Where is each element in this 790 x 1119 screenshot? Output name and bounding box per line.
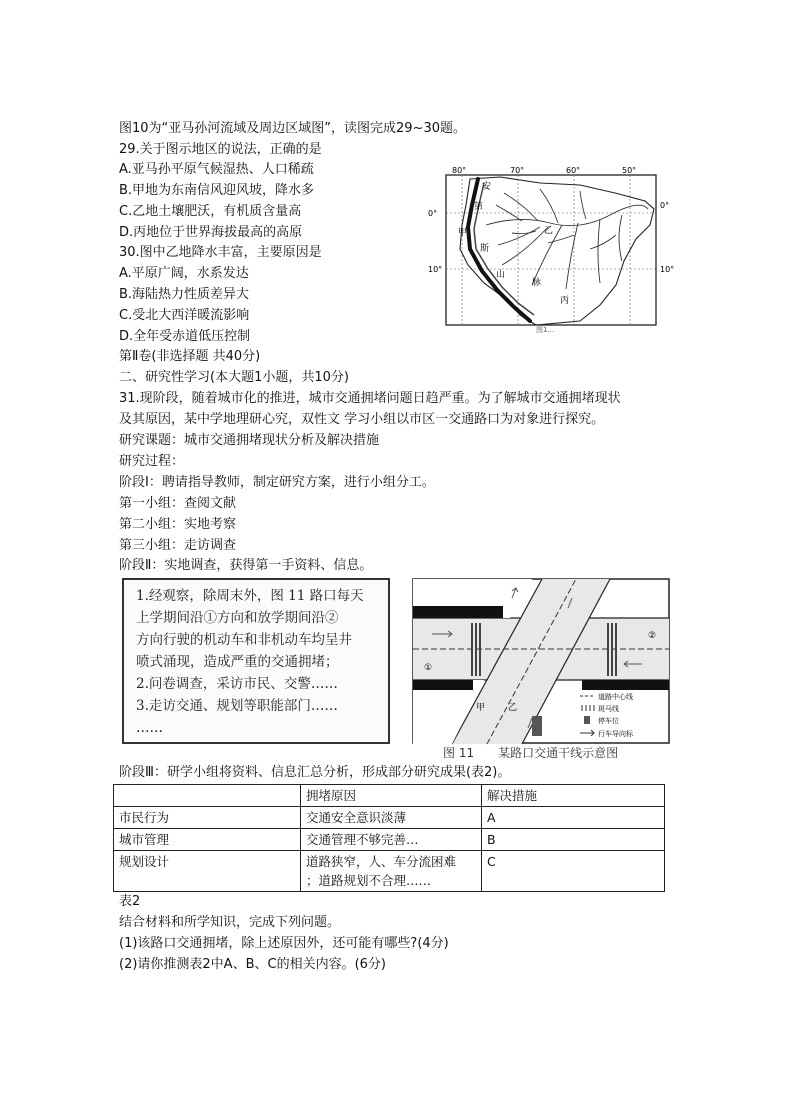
lon-label: 70° xyxy=(510,166,525,175)
sub-question-1: (1)该路口交通拥堵，除上述原因外，还可能有哪些?(4分) xyxy=(119,936,449,951)
note-line: 3.走访交通、规划等职能部门…… xyxy=(136,698,338,714)
field-notes-box xyxy=(122,578,390,744)
note-line: 方向行驶的机动车和非机动车均呈井 xyxy=(136,632,352,648)
mark-circle-2: ② xyxy=(648,631,657,641)
legend-label: 道路中心线 xyxy=(598,693,633,701)
note-line: 上学期间沿①方向和放学期间沿② xyxy=(136,610,339,626)
sidewalk-block xyxy=(413,680,473,690)
mark-jia: 甲 xyxy=(476,703,486,713)
intro-line: 图10为“亚马孙河流域及周边区域图”，读图完成29~30题。 xyxy=(119,121,466,136)
table-cell: 交通管理不够完善… xyxy=(301,829,482,851)
table-cell: A xyxy=(482,807,665,829)
table-header: 拥堵原因 xyxy=(301,785,482,807)
instruction: 结合材料和所学知识，完成下列问题。 xyxy=(119,915,341,930)
table-cell xyxy=(301,851,482,892)
map-caption: 图1... xyxy=(536,326,555,334)
table-row xyxy=(114,851,665,892)
lon-label: 60° xyxy=(566,166,581,175)
place-label: 斯 xyxy=(480,244,490,254)
q29-option-d: D.丙地位于世界海拔最高的高原 xyxy=(119,225,303,240)
q30-option-d: D.全年受赤道低压控制 xyxy=(119,329,251,344)
place-label: 第 xyxy=(474,202,484,212)
sub-question-2: (2)请你推测表2中A、B、C的相关内容。(6分) xyxy=(119,957,386,972)
place-label: 山 xyxy=(496,270,506,280)
parking-space xyxy=(532,716,542,736)
table-cell: 规划设计 xyxy=(114,851,301,892)
cell-line: ；道路规划不合理…… xyxy=(306,873,432,888)
q30-option-a: A.平原广阔，水系发达 xyxy=(119,266,249,281)
q30-option-c: C.受北大西洋暖流影响 xyxy=(119,308,250,323)
figure-11-caption: 图 11 某路口交通干线示意图 xyxy=(443,746,619,760)
q29-option-a: A.亚马孙平原气候湿热、人口稀疏 xyxy=(119,162,314,177)
legend-label: 斑马线 xyxy=(598,705,619,713)
stage-1: 阶段Ⅰ：聘请指导教师，制定研究方案，进行小组分工。 xyxy=(119,475,435,490)
section2-title: 第Ⅱ卷(非选择题 共40分) xyxy=(119,349,261,364)
legend-label: 停车位 xyxy=(598,717,619,725)
place-label-yi: 乙 xyxy=(544,226,554,236)
lat-label: 0° xyxy=(660,201,670,210)
note-line: 喷式涌现，造成严重的交通拥堵； xyxy=(136,654,339,670)
note-line: 1.经观察，除周末外，图 11 路口每天 xyxy=(136,588,364,604)
q31-line-1: 31.现阶段，随着城市化的推进，城市交通拥堵问题日趋严重。为了解城市交通拥堵现状 xyxy=(119,391,621,406)
cell-line: 道路狭窄，人、车分流困难 xyxy=(306,854,457,869)
table-caption: 表2 xyxy=(119,894,141,909)
table-header: 解决措施 xyxy=(482,785,665,807)
table-header-row xyxy=(114,785,665,807)
mark-circle-1: ① xyxy=(424,663,433,673)
table-row xyxy=(114,807,665,829)
group-1: 第一小组：查阅文献 xyxy=(119,496,237,511)
table-cell: B xyxy=(482,829,665,851)
table-header xyxy=(114,785,301,807)
table-cell: 交通安全意识淡薄 xyxy=(301,807,482,829)
lat-label: 0° xyxy=(428,209,438,218)
place-label-jia: 甲 xyxy=(458,228,468,238)
place-label-bing: 丙 xyxy=(560,296,570,306)
map-frame xyxy=(446,175,656,325)
q29-option-b: B.甲地为东南信风迎风坡，降水多 xyxy=(119,183,315,198)
note-line: 2.问卷调查，采访市民、交警…… xyxy=(136,676,338,692)
stage-3: 阶段Ⅲ：研学小组将资料、信息汇总分析，形成部分研究成果(表2)。 xyxy=(119,765,511,780)
legend-label: 行车导向标 xyxy=(598,730,633,738)
group-2: 第二小组：实地考察 xyxy=(119,517,237,532)
table-cell: 市民行为 xyxy=(114,807,301,829)
lon-label: 80° xyxy=(452,166,467,175)
note-line: …… xyxy=(136,720,163,736)
lat-label: 10° xyxy=(428,265,443,274)
results-table xyxy=(113,784,665,892)
table-row xyxy=(114,829,665,851)
q31-line-2: 及其原因，某中学地理研心究，双性文 学习小组以市区一交通路口为对象进行探究。 xyxy=(119,412,605,427)
table-cell: C xyxy=(482,851,665,892)
amazon-map xyxy=(428,165,675,334)
lon-label: 50° xyxy=(622,166,637,175)
q29-option-c: C.乙地土壤肥沃，有机质含量高 xyxy=(119,204,302,219)
q30-option-b: B.海陆热力性质差异大 xyxy=(119,287,250,302)
lat-label: 10° xyxy=(660,265,675,274)
mark-yi: 乙 xyxy=(508,703,518,713)
place-label: 安 xyxy=(482,182,492,192)
stage-2: 阶段Ⅱ：实地调查，获得第一手资料、信息。 xyxy=(119,558,373,573)
sidewalk-block xyxy=(413,606,503,618)
place-label: 脉 xyxy=(532,278,542,288)
research-process: 研究过程： xyxy=(119,454,185,469)
group-3: 第三小组：走访调查 xyxy=(119,538,237,553)
intersection-diagram xyxy=(412,578,670,744)
q30-stem: 30.图中乙地降水丰富，主要原因是 xyxy=(119,245,322,260)
research-topic: 研究课题：城市交通拥堵现状分析及解决措施 xyxy=(119,433,380,448)
table-cell: 城市管理 xyxy=(114,829,301,851)
q29-stem: 29.关于图示地区的说法，正确的是 xyxy=(119,142,322,157)
section2-subtitle: 二、研究性学习(本大题1小题，共10分) xyxy=(119,370,349,385)
sidewalk-block xyxy=(582,680,669,690)
